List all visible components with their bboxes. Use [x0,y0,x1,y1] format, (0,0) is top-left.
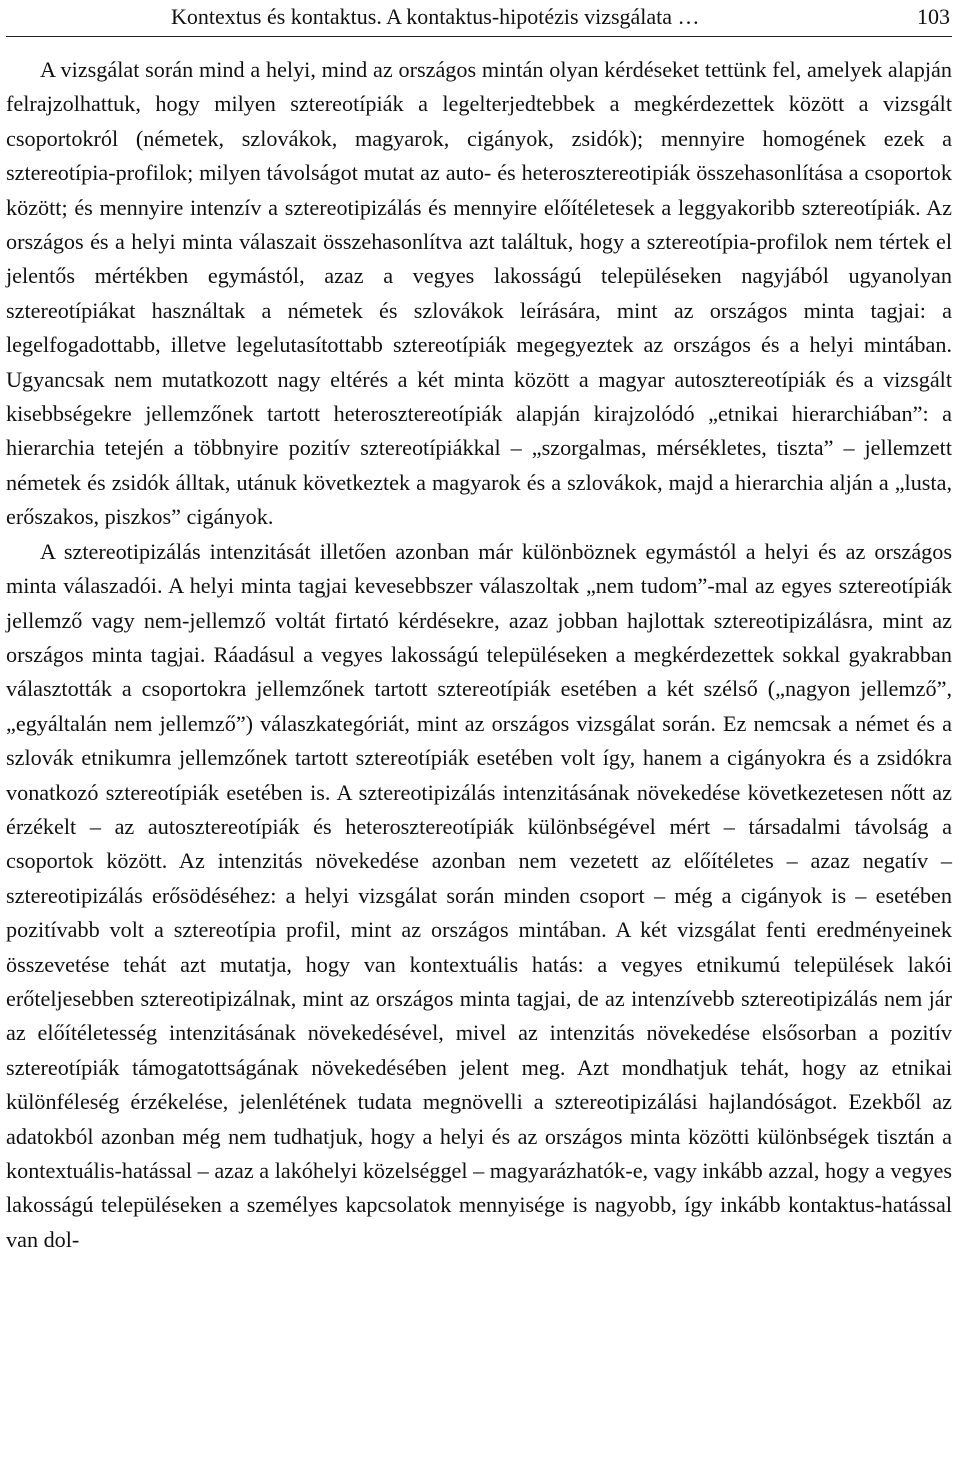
document-page [6,0,952,1257]
running-title: Kontextus és kontaktus. A kontaktus-hipotézis vizsgálata … [171,4,700,29]
page-number: 103 [917,4,950,29]
paragraph: A vizsgálat során mind a helyi, mind az országos mintán olyan kérdéseket tettünk fel, amelyek alapján felrajzolhattuk, hogy milyen sztereotípiák a legelterjedtebbek a megkérdezettek között a vizsgált csoportokról (németek, szlovákok, magyarok, cigányok, zsidók); mennyire homogének ezek a sztereotípia-profilok; milyen távolságot mutat az auto- és heterosztereotipiák összehasonlítása a csoportok között; és mennyire intenzív a sztereotipizálás és mennyire előítéletesek a leggyakoribb sztereotípiák. Az országos és a helyi minta válaszait összehasonlítva azt találtuk, hogy a sztereotípia-profilok nem tértek el jelentős mértékben egymástól, azaz a vegyes lakosságú településeken nagyjából ugyanolyan sztereotípiákat használtak a németek és szlovákok leírására, mint az országos minta tagjai: a legelfogadottabb, illetve legelutasítottabb sztereotípiák megegyeztek az országos és a helyi mintában. Ugyancsak nem mutatkozott nagy eltérés a két minta között a magyar autosztereotípiák és a vizsgált kisebbségekre jellemzőnek tartott heterosztereotípiák alapján kirajzolódó „etnikai hierarchiában”: a hierarchia tetején a többnyire pozitív sztereotípiákkal – „szorgalmas, mérsékletes, tiszta” – jellemzett németek és zsidók álltak, utánuk következtek a magyarok és a szlovákok, majd a hierarchia alján a „lusta, erőszakos, piszkos” cigányok. [6,57,952,530]
paragraph: A sztereotipizálás intenzitását illetően azonban már különböznek egymástól a helyi és az országos minta válaszadói. A helyi minta tagjai kevesebbszer válaszoltak „nem tudom”-mal az egyes sztereotípiák jellemző vagy nem-jellemző voltát firtató kérdésekre, azaz jobban hajlottak sztereotipizálásra, mint az országos minta tagjai. Ráadásul a vegyes lakosságú településeken a megkérdezettek sokkal gyakrabban választották a csoportokra jellemzőnek tartott sztereotípiák esetében a két szélső („nagyon jellemző”, „egyáltalán nem jellemző”) válaszkategóriát, mint az országos vizsgálat során. Ez nemcsak a német és a szlovák etnikumra jellemzőnek tartott sztereotípiák esetében volt így, hanem a cigányokra és a zsidókra vonatkozó sztereotípiák esetében is. A sztereotipizálás intenzitásának növekedése következetesen nőtt az érzékelt – az autosztereotípiák és heterosztereotípiák különbségével mért – társadalmi távolság a csoportok között. Az intenzitás növekedése azonban nem vezetett az előítéletes – azaz negatív – sztereotipizálás erősödéséhez: a helyi vizsgálat során minden csoport – még a cigányok is – esetében pozitívabb volt a sztereotípia profil, mint az országos mintában. A két vizsgálat fenti eredményeinek összevetése tehát azt mutatja, hogy van kontextuális hatás: a vegyes etnikumú települések lakói erőteljesebben sztereotipizálnak, mint az országos minta tagjai, de az intenzívebb sztereotipizálás nem jár az előítéletesség intenzitásának növekedésével, mivel az intenzitás növekedése elsősorban a pozitív sztereotípiák támogatottságának növekedésében jelent meg. Azt mondhatjuk tehát, hogy az etnikai különféleség érzékelése, jelenlétének tudata megnövelli a sztereotipizálási hajlandóságot. Ezekből az adatokból azonban még nem tudhatjuk, hogy a helyi és az országos minta közötti különbségek tisztán a kontextuális-hatással – azaz a lakóhelyi közelséggel – magyarázhatók-e, vagy inkább azzal, hogy a vegyes lakosságú településeken a személyes kapcsolatok mennyisége is nagyobb, így inkább kontaktus-hatással van dol- [6,538,952,1252]
running-header [6,0,952,37]
body-text [6,53,952,1257]
